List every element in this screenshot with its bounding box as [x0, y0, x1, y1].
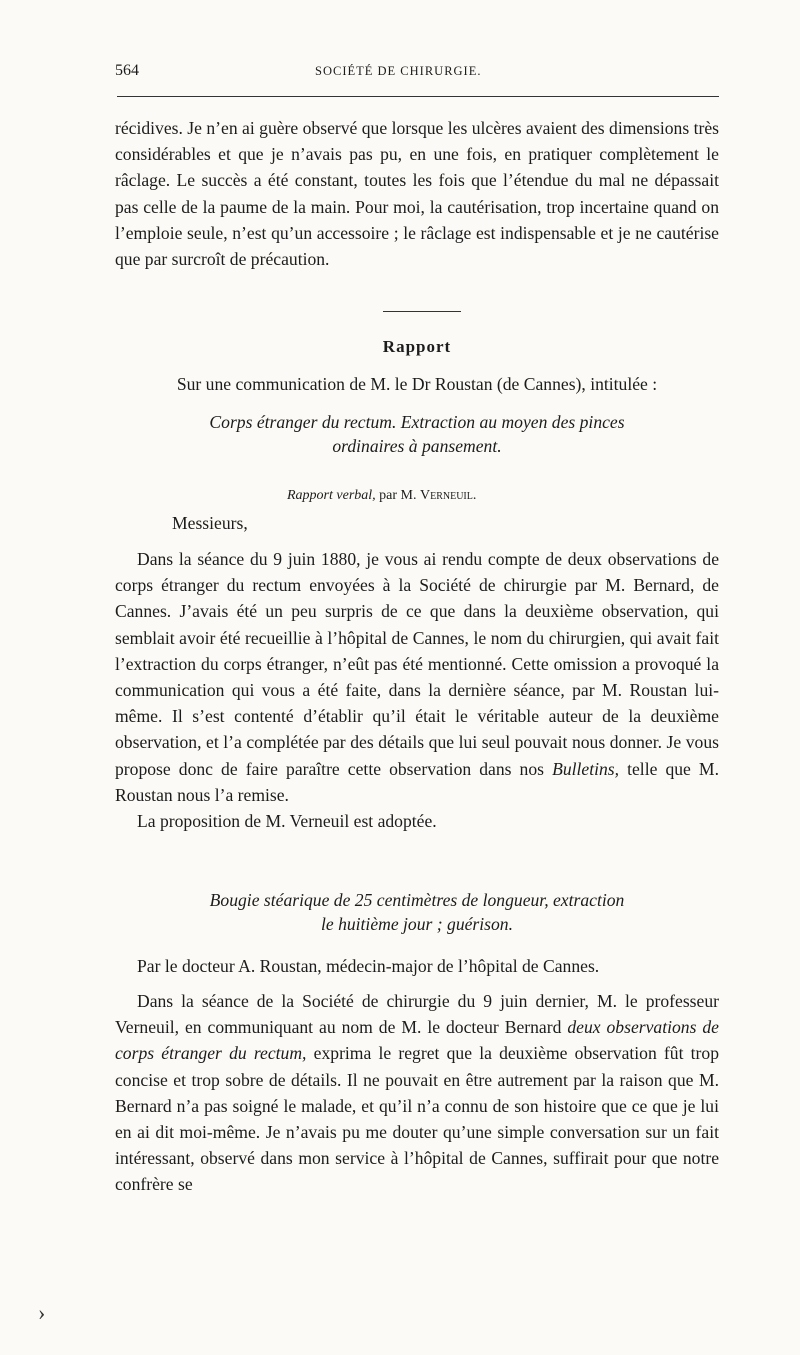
- seance-paragraph: [115, 546, 719, 834]
- final-paragraph: [115, 988, 719, 1198]
- rapport-verbal-line: [287, 483, 727, 509]
- salutation: Messieurs,: [172, 513, 248, 533]
- rapport-subtitle: [115, 371, 719, 397]
- seance-paragraph-text: Dans la séance du 9 juin 1880, je vous ai rendu compte de deux observations de corps étranger du rectum envoyées à la Société de chirurgie par M. Bernard, de Cannes. J’avais été un peu surpris de ce que dans la deuxième observation, qui semblait avoir été recueillie à l’hôpital de Cannes, le nom du chirurgien, qui avait fait l’extraction du corps étranger, n’eût pas été mentionné. Cette omission a provoqué la communication qui vous a été faite, dans la dernière séance, par M. Roustan lui-même. Il s’est contenté d’établir qu’il était le véritable auteur de la deuxième observation, et l’a complétée par des détails que lui seul pouvait nous donner. Je vous propose donc de faire paraître cette observation dans nos: [115, 549, 719, 779]
- bougie-title-line-1: Bougie stéarique de 25 centimètres de longueur, extraction: [209, 890, 625, 910]
- author-line: [115, 953, 719, 979]
- bougie-title-line-2: le huitième jour ; guérison.: [320, 914, 514, 934]
- section-divider: [383, 311, 461, 312]
- work-title: [115, 410, 719, 458]
- page: [115, 58, 719, 82]
- final-paragraph-end: exprima le regret que la deuxième observation fût trop concise et trop sobre de détails. Il ne pouvait en être autrement par la raison que M. Bernard n’a pas soigné le malade, et qu’il n’a connu de son histoire que ce que je lui en ai dit moi-même. Je n’avais pu me douter qu’une simple conversation sur un fait intéressant, observé dans mon service à l’hôpital de Cannes, suffirait pour que notre confrère se: [115, 1043, 720, 1195]
- rapport-title: Rapport: [382, 337, 452, 356]
- work-title-line-2: ordinaires à pansement.: [332, 436, 502, 456]
- proposition-text: La proposition de M. Verneuil est adoptée.: [137, 811, 437, 832]
- rapport-verbal-rest: par M.: [375, 488, 420, 503]
- page-number: 564: [115, 62, 139, 79]
- bulletins-italic: Bulletins,: [552, 758, 620, 779]
- rapport-verbal-name: Verneuil.: [419, 488, 477, 503]
- page-header: [115, 58, 719, 82]
- header-rule: [117, 96, 719, 97]
- author-line-text: Par le docteur A. Roustan, médecin-major de l’hôpital de Cannes.: [137, 956, 600, 976]
- work-title-line-1: Corps étranger du rectum. Extraction au moyen des pinces: [209, 412, 625, 432]
- seance-paragraph-end: telle que M. Roustan nous l’a remise.: [115, 758, 719, 805]
- bougie-title: [115, 888, 719, 936]
- intro-paragraph: [115, 115, 719, 272]
- final-paragraph-start: Dans la séance de la Société de chirurgie du 9 juin dernier, M. le professeur Verneuil, en communiquant au nom de M. le docteur Bernard: [115, 991, 719, 1038]
- running-title: SOCIÉTÉ DE CHIRURGIE.: [315, 64, 482, 78]
- final-paragraph-italic: deux observations de corps étranger du rectum,: [115, 1017, 719, 1064]
- rapport-subtitle-text: Sur une communication de M. le Dr Roustan (de Cannes), intitulée :: [176, 374, 658, 394]
- intro-paragraph-text: récidives. Je n’en ai guère observé que lorsque les ulcères avaient des dimensions très considérables et que je n’avais pas pu, en une fois, en pratiquer complètement le râclage. Le succès a été constant, toutes les fois que l’étendue du mal ne dépassait pas celle de la paume de la main. Pour moi, la cautérisation, trop incertaine quand on l’emploie seule, n’est qu’un accessoire ; le râclage est indispensable et je ne cautérise que par surcroît de précaution.: [115, 118, 719, 270]
- stray-mark: ›: [38, 1300, 46, 1325]
- rapport-verbal-italic: Rapport verbal,: [287, 488, 376, 503]
